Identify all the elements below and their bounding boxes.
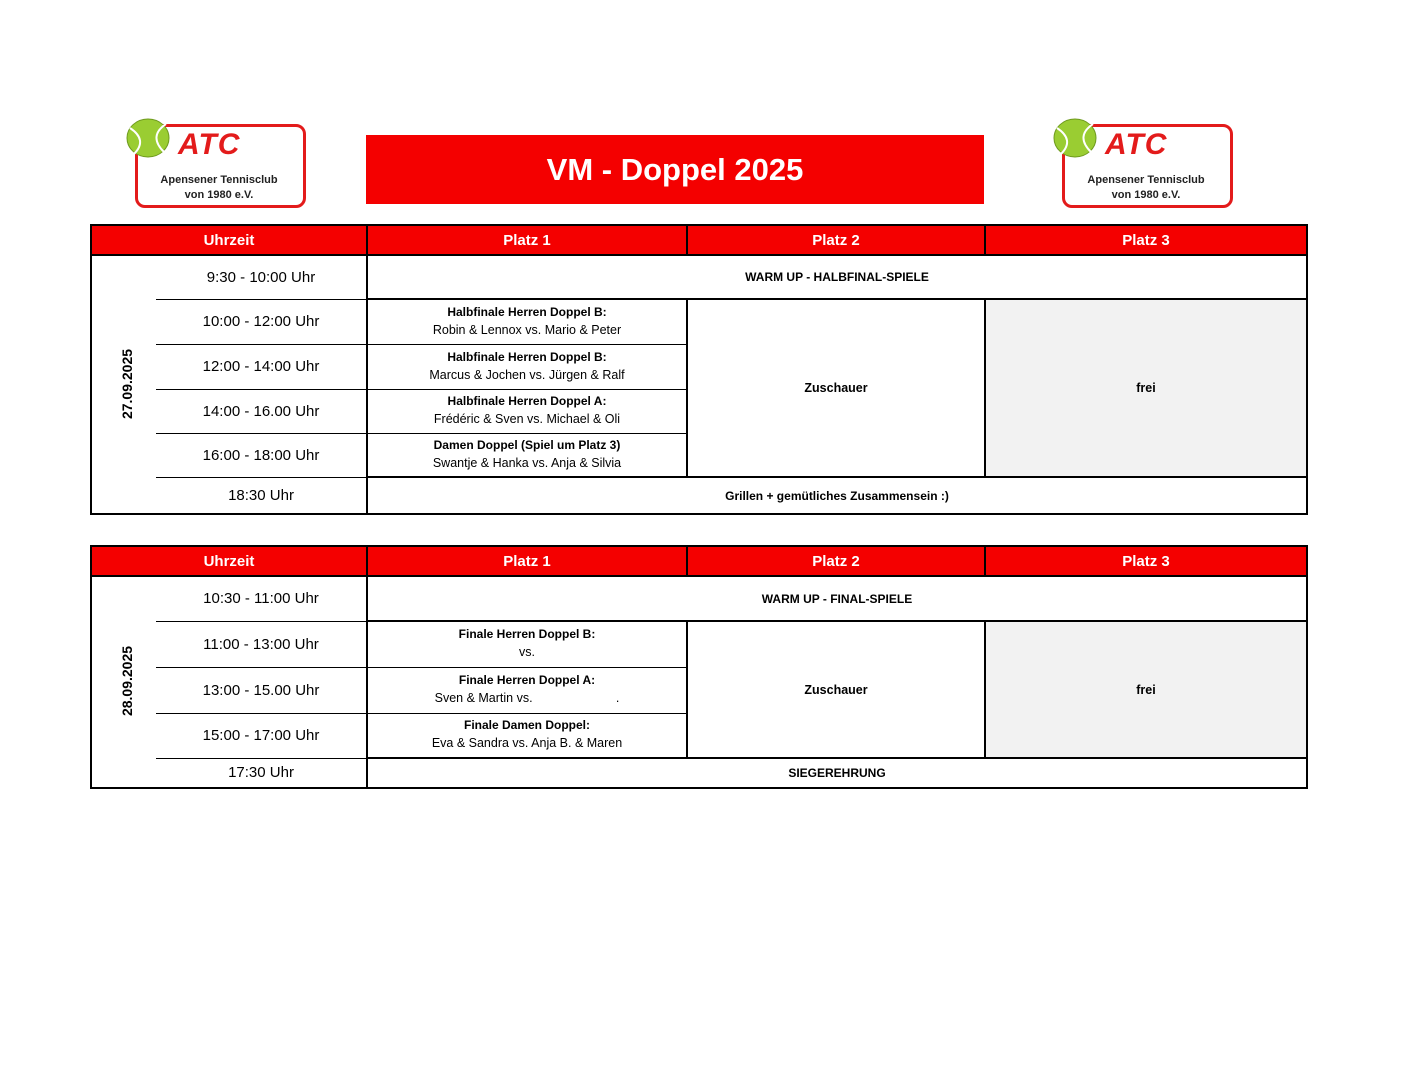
- date-cell: [91, 576, 156, 788]
- court2-cell: Zuschauer: [687, 621, 985, 758]
- header-time: Uhrzeit: [91, 225, 367, 255]
- match-title: Damen Doppel (Spiel um Platz 3): [433, 437, 621, 452]
- match-players: Swantje & Hanka vs. Anja & Silvia: [432, 455, 622, 470]
- closing-cell: Grillen + gemütliches Zusammensein :): [367, 477, 1307, 514]
- atc-logo-right: [1051, 118, 1241, 212]
- match-players: Eva & Sandra vs. Anja B. & Maren: [431, 736, 623, 751]
- logo-brand: ATC: [178, 128, 241, 161]
- logo-name-line1: Apensener Tennisclub: [1087, 174, 1205, 186]
- table-row: [91, 299, 1307, 344]
- time-cell: 9:30 - 10:00 Uhr: [156, 255, 367, 299]
- match-cell: [367, 667, 687, 713]
- match-cell: [367, 299, 687, 344]
- date-cell: [91, 255, 156, 514]
- logo-name-line1: Apensener Tennisclub: [160, 174, 278, 186]
- match-cell: [367, 621, 687, 667]
- logo-brand: ATC: [1105, 128, 1168, 161]
- time-cell: 11:00 - 13:00 Uhr: [156, 621, 367, 667]
- match-players: vs.: [519, 645, 535, 660]
- header-court1: Platz 1: [367, 225, 687, 255]
- schedule-table-day2: [90, 545, 1308, 789]
- atc-logo-left: [124, 118, 314, 212]
- tennis-ball-icon: [1053, 118, 1097, 158]
- match-title: Finale Herren Doppel A:: [458, 673, 596, 687]
- time-cell: 13:00 - 15.00 Uhr: [156, 667, 367, 713]
- header-court2: Platz 2: [687, 225, 985, 255]
- time-cell: 18:30 Uhr: [156, 477, 367, 514]
- time-cell: 12:00 - 14:00 Uhr: [156, 344, 367, 389]
- table-row: [91, 477, 1307, 514]
- court2-cell: Zuschauer: [687, 299, 985, 477]
- match-cell: [367, 389, 687, 433]
- date-label: 28.09.2025: [119, 645, 136, 717]
- match-cell: [367, 433, 687, 477]
- page-title: VM - Doppel 2025: [366, 135, 984, 204]
- court3-cell: frei: [985, 299, 1307, 477]
- match-title: Finale Herren Doppel B:: [458, 627, 596, 642]
- header-time: Uhrzeit: [91, 546, 367, 576]
- match-title: Halbfinale Herren Doppel A:: [447, 394, 607, 408]
- time-cell: 15:00 - 17:00 Uhr: [156, 713, 367, 758]
- match-cell: [367, 713, 687, 758]
- header-row: [91, 225, 1307, 255]
- table-row: [91, 255, 1307, 299]
- logo-name-line2: von 1980 e.V.: [184, 189, 254, 201]
- tennis-ball-icon: [126, 118, 170, 158]
- match-players: Frédéric & Sven vs. Michael & Oli: [433, 412, 621, 426]
- time-cell: 16:00 - 18:00 Uhr: [156, 433, 367, 477]
- match-title: Finale Damen Doppel:: [463, 718, 591, 733]
- header-court3: Platz 3: [985, 225, 1307, 255]
- header-court2: Platz 2: [687, 546, 985, 576]
- closing-cell: SIEGEREHRUNG: [367, 758, 1307, 788]
- time-cell: 17:30 Uhr: [156, 758, 367, 788]
- table-row: [91, 758, 1307, 788]
- schedule-table-day1: [90, 224, 1308, 515]
- header-court3: Platz 3: [985, 546, 1307, 576]
- logo-name-line2: von 1980 e.V.: [1111, 189, 1181, 201]
- header-row: [91, 546, 1307, 576]
- warmup-cell: WARM UP - HALBFINAL-SPIELE: [367, 255, 1307, 299]
- match-players: Robin & Lennox vs. Mario & Peter: [432, 322, 622, 337]
- time-cell: 10:30 - 11:00 Uhr: [156, 576, 367, 621]
- match-players: Marcus & Jochen vs. Jürgen & Ralf: [429, 367, 625, 382]
- match-players: Sven & Martin vs. .: [434, 691, 620, 705]
- header-court1: Platz 1: [367, 546, 687, 576]
- time-cell: 14:00 - 16.00 Uhr: [156, 389, 367, 433]
- date-label: 27.09.2025: [119, 348, 136, 419]
- match-title: Halbfinale Herren Doppel B:: [447, 304, 607, 319]
- warmup-cell: WARM UP - FINAL-SPIELE: [367, 576, 1307, 621]
- table-row: [91, 576, 1307, 621]
- court3-cell: frei: [985, 621, 1307, 758]
- match-title: Halbfinale Herren Doppel B:: [447, 349, 607, 364]
- time-cell: 10:00 - 12:00 Uhr: [156, 299, 367, 344]
- match-cell: [367, 344, 687, 389]
- table-row: [91, 621, 1307, 667]
